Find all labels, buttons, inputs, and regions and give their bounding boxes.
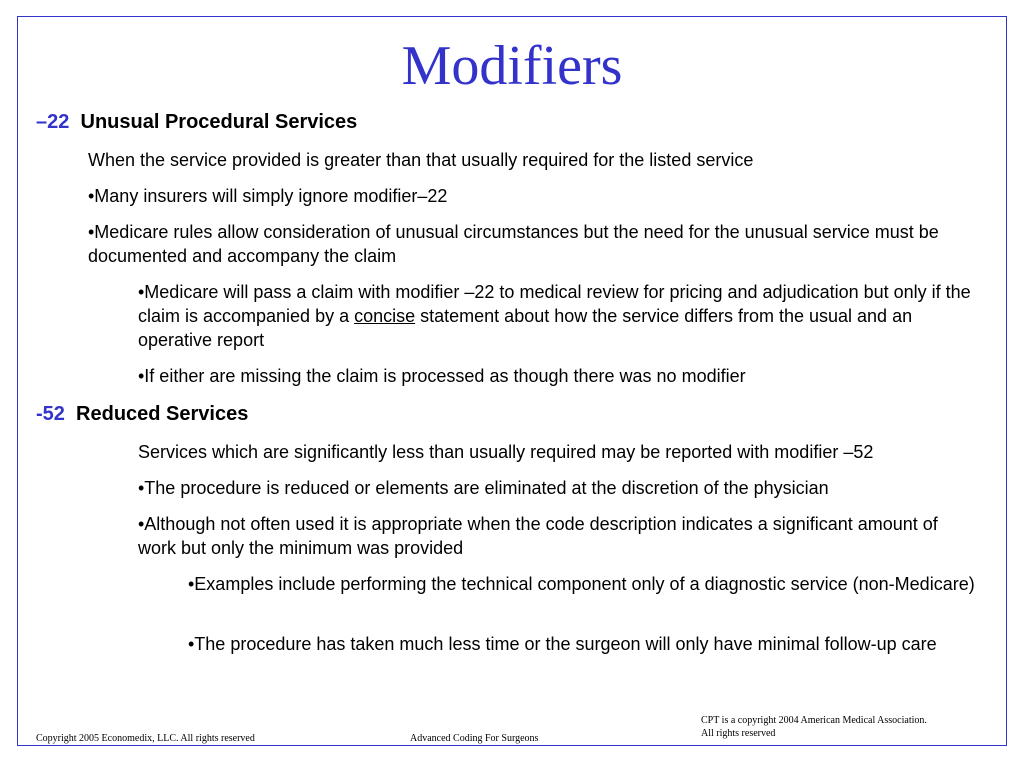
footer-cpt-line-1: CPT is a copyright 2004 American Medical Association. — [701, 715, 927, 726]
section-22-sub-bullet-1 — [138, 280, 988, 352]
section-52-bullet-1: •The procedure is reduced or elements are eliminated at the discretion of the physician — [138, 478, 829, 498]
section-52-description: Services which are significantly less than usually required may be reported with modifier –52 — [138, 442, 874, 462]
section-heading-22 — [36, 110, 357, 134]
footer-cpt-notice — [701, 714, 991, 740]
sub-bullet-1-text-before: •Medicare will pass a claim with modifier –22 to medical review for pricing and adjudication but only if the claim is accompanied by a — [138, 282, 971, 326]
section-52-sub-bullet-1: •Examples include performing the technical component only of a diagnostic service (non-Medicare) — [188, 574, 975, 594]
section-22-sub-bullet-2: •If either are missing the claim is processed as though there was no modifier — [138, 366, 746, 386]
section-52-sub-bullet-2: •The procedure has taken much less time or the surgeon will only have minimal follow-up care — [188, 634, 937, 654]
footer-cpt-line-2: All rights reserved — [701, 728, 776, 739]
footer-course-title: Advanced Coding For Surgeons — [410, 733, 539, 744]
section-title-22: Unusual Procedural Services — [80, 111, 358, 133]
modifier-code-22: –22 — [36, 111, 70, 133]
concise-emphasis: concise — [354, 306, 416, 326]
modifier-code-52: -52 — [36, 403, 65, 425]
section-title-52: Reduced Services — [76, 403, 249, 425]
section-22-bullet-2: •Medicare rules allow consideration of unusual circumstances but the need for the unusual service must be documented and accompany the claim — [88, 222, 939, 266]
section-22-bullet-1: •Many insurers will simply ignore modifier–22 — [88, 186, 448, 206]
section-22-description: When the service provided is greater than that usually required for the listed service — [88, 150, 754, 170]
section-52-bullet-2: •Although not often used it is appropriate when the code description indicates a significant amount of work but only the minimum was provided — [138, 514, 938, 558]
footer-copyright: Copyright 2005 Economedix, LLC. All rights reserved — [36, 733, 255, 744]
sub-bullet-1-text-after: statement about how the service differs from the usual and an operative report — [138, 306, 913, 350]
section-heading-52 — [36, 402, 248, 426]
slide-title: Modifiers — [401, 35, 623, 97]
